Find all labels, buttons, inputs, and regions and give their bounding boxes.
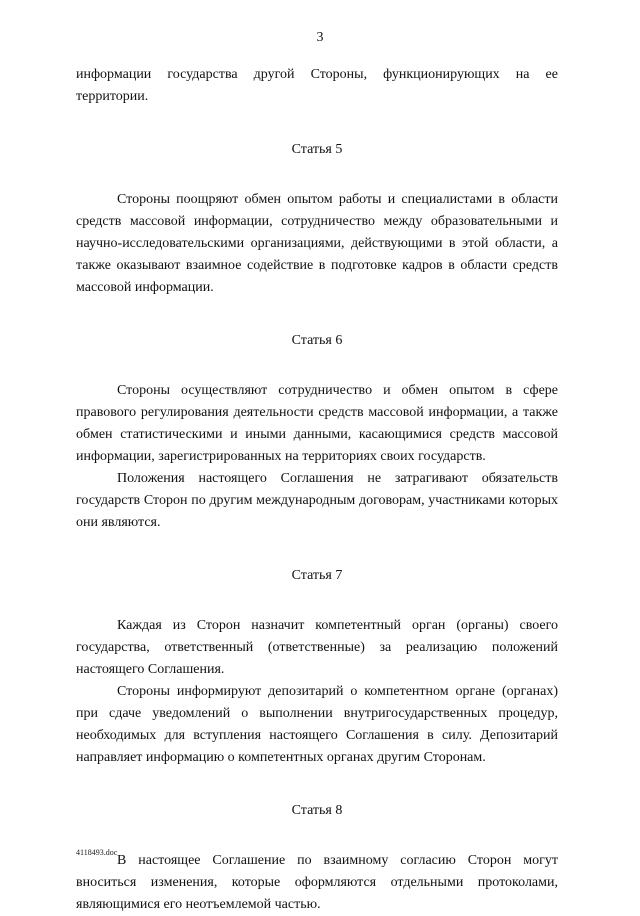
document-body xyxy=(76,64,558,916)
article-5-heading: Статья 5 xyxy=(291,142,343,157)
article-5 xyxy=(76,139,558,299)
article-6-heading: Статья 6 xyxy=(291,333,343,348)
intro-paragraph: информации государства другой Стороны, функционирующих на ее территории. xyxy=(76,67,558,104)
article-7-heading: Статья 7 xyxy=(291,568,343,583)
article-7 xyxy=(76,565,558,769)
article-6-paragraph-2: Положения настоящего Соглашения не затрагивают обязательств государств Сторон по другим международным договорам, участниками которых они являются. xyxy=(76,471,558,530)
article-7-paragraph-2: Стороны информируют депозитарий о компетентном органе (органах) при сдаче уведомлений о выполнении внутригосударственных процедур, необходимых для вступления настоящего Соглашения в силу. Депозитарий направляет информацию о компетентных органах другим Сторонам. xyxy=(76,684,558,765)
article-8-heading: Статья 8 xyxy=(291,803,343,818)
article-8-paragraph-1: В настоящее Соглашение по взаимному согласию Сторон могут вноситься изменения, которые оформляются отдельными протоколами, являющимися его неотъемлемой частью. xyxy=(76,853,558,912)
page-number: 3 xyxy=(316,30,324,45)
footer-filename: 4118493.doc xyxy=(76,848,118,857)
article-6 xyxy=(76,330,558,534)
article-6-paragraph-1: Стороны осуществляют сотрудничество и обмен опытом в сфере правового регулирования деятельности средств массовой информации, а также обмен статистическими и иными данными, касающимися средств массовой информации, зарегистрированных на территориях своих государств. xyxy=(76,383,558,464)
article-8 xyxy=(76,800,558,916)
article-7-paragraph-1: Каждая из Сторон назначит компетентный орган (органы) своего государства, ответственный (ответственные) за реализацию положений настоящего Соглашения. xyxy=(76,618,558,677)
article-5-paragraph-1: Стороны поощряют обмен опытом работы и специалистами в области средств массовой информации, сотрудничество между образовательными и научно-исследовательскими организациями, действующими в этой области, а также оказывают взаимное содействие в подготовке кадров в области средств массовой информации. xyxy=(76,192,558,295)
